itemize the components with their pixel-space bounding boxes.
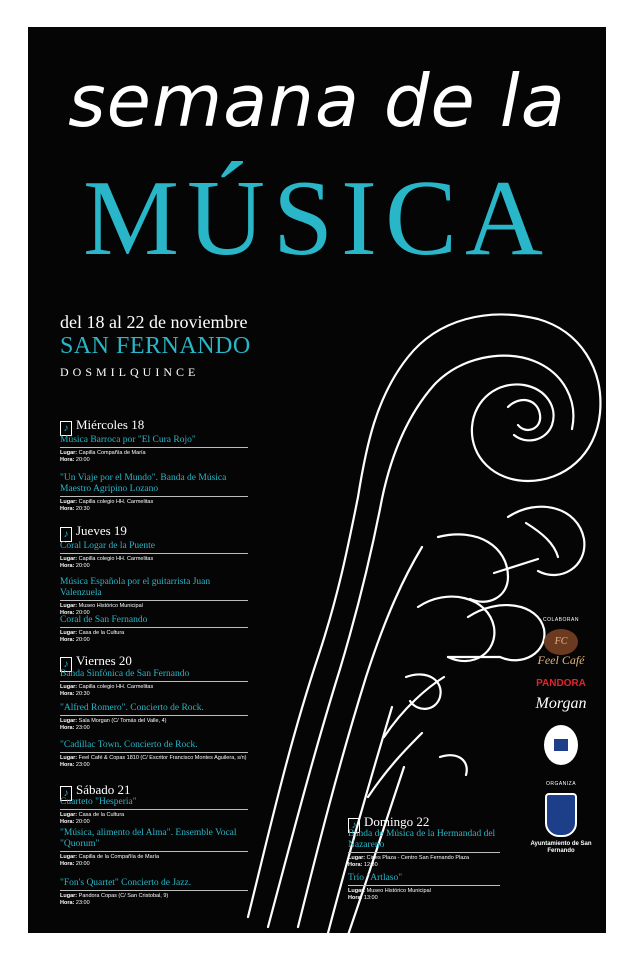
event-venue: Capilla colegio HH. Carmelitas [78,556,154,562]
event-time: 20:00 [75,457,90,463]
event-title: "Cadillac Town. Concierto de Rock. [60,740,248,753]
sponsors-column [526,617,596,855]
hora-label: Hora: [60,506,75,512]
event-time: 20:00 [75,637,90,643]
event-details [60,893,248,907]
event-venue: Casa de la Cultura [78,630,125,636]
event-venue: Cines Plaza - Centro San Fernando Plaza [366,855,470,861]
ayuntamiento-crest-icon [545,793,577,837]
event-details [60,755,248,769]
event-item [348,873,500,902]
hora-label: Hora: [348,895,363,901]
feel-cafe-logo: FC [544,629,578,655]
institution-crest-icon [544,725,578,765]
day-header-jueves [60,523,127,542]
event-time: 23:00 [75,725,90,731]
event-details [60,812,248,826]
event-item [60,828,248,868]
day-label: Miércoles 18 [76,417,145,432]
lugar-label: Lugar: [348,888,366,894]
event-time: 20:00 [75,610,90,616]
music-note-icon: ♪ [348,818,360,833]
music-note-icon: ♪ [60,786,72,801]
event-details [60,718,248,732]
music-note-icon: ♪ [60,421,72,436]
event-time: 13:00 [363,895,378,901]
ayuntamiento-name: Ayuntamiento de San Fernando [530,841,592,854]
event-time: 20:00 [75,861,90,867]
event-venue: Casa de la Cultura [78,812,125,818]
lugar-label: Lugar: [60,718,78,724]
event-venue: Pandora Copas (C/ San Cristobal, 9) [78,893,169,899]
day-header-miercoles [60,417,144,436]
event-time: 23:00 [75,762,90,768]
hora-label: Hora: [60,861,75,867]
morgan-logo: Morgan [535,695,587,712]
lugar-label: Lugar: [60,499,78,505]
lugar-label: Lugar: [60,812,78,818]
event-item [60,577,248,617]
event-venue: Museo Histórico Municipal [366,888,431,894]
city-name: SAN FERNANDO [60,333,251,359]
event-title: "Un Viaje por el Mundo". Banda de Música Maestro Agripino Lozano [60,473,248,497]
event-item [348,829,500,869]
event-title: "Fon's Quartet" Concierto de Jazz. [60,878,248,891]
feel-cafe-text: Feel Café [537,653,585,667]
event-title: Coral de San Fernando [60,615,248,628]
event-time: 20:00 [75,563,90,569]
music-note-icon: ♪ [60,527,72,542]
event-dates: del 18 al 22 de noviembre [60,312,248,332]
event-item [60,703,248,732]
lugar-label: Lugar: [60,684,78,690]
music-note-icon: ♪ [60,657,72,672]
event-title: "Música, alimento del Alma". Ensemble Vocal "Quorum" [60,828,248,852]
lugar-label: Lugar: [60,603,78,609]
day-label: Domingo 22 [364,814,430,829]
event-time: 23:00 [75,900,90,906]
lugar-label: Lugar: [60,450,78,456]
hora-label: Hora: [60,900,75,906]
event-details [60,854,248,868]
lugar-label: Lugar: [60,893,78,899]
lugar-label: Lugar: [60,854,78,860]
hora-label: Hora: [60,563,75,569]
event-title: Banda Sinfónica de San Fernando [60,669,248,682]
event-time: 20:00 [75,819,90,825]
event-venue: Capilla de la Compañía de María [78,854,160,860]
event-title: Banda de Música de la Hermandad del Nazareno [348,829,500,853]
hora-label: Hora: [60,819,75,825]
lugar-label: Lugar: [60,556,78,562]
event-details [60,556,248,570]
title-line-2: MÚSICA [82,159,552,278]
event-title: Música Barroca por "El Cura Rojo" [60,435,248,448]
event-details [348,855,500,869]
lugar-label: Lugar: [60,630,78,636]
pandora-logo: PANDORA [536,678,586,689]
hora-label: Hora: [60,610,75,616]
event-time: 20:30 [75,506,90,512]
event-details [60,684,248,698]
event-item [60,740,248,769]
event-title: "Alfred Romero". Concierto de Rock. [60,703,248,716]
event-venue: Sala Morgan (C/ Tomás del Valle, 4) [78,718,167,724]
event-venue: Capilla colegio HH. Carmelitas [78,499,154,505]
hora-label: Hora: [60,762,75,768]
hora-label: Hora: [60,691,75,697]
hora-label: Hora: [60,725,75,731]
hora-label: Hora: [60,457,75,463]
event-item [60,797,248,826]
event-title: Coral Logar de la Puente [60,541,248,554]
event-title: Música Española por el guitarrista Juan Valenzuela [60,577,248,601]
day-label: Jueves 19 [76,523,127,538]
hora-label: Hora: [348,862,363,868]
event-venue: Capilla colegio HH. Carmelitas [78,684,154,690]
day-label: Viernes 20 [76,653,132,668]
event-details [60,450,248,464]
event-title: Cuarteto "Hesperia" [60,797,248,810]
event-item [60,473,248,513]
event-title: Trío "Artlaso" [348,873,500,886]
event-venue: Feel Café & Copas 1810 (C/ Escritor Francisco Montes Aguilera, s/n) [78,755,247,761]
year-text: DOSMILQUINCE [60,365,200,379]
organiza-label: ORGANIZA [545,781,577,787]
title-line-1: semana de la [68,59,566,143]
event-details [60,499,248,513]
event-time: 12:30 [363,862,378,868]
poster [28,27,606,933]
day-label: Sábado 21 [76,782,131,797]
lugar-label: Lugar: [348,855,366,861]
event-details [60,630,248,644]
event-venue: Museo Histórico Municipal [78,603,143,609]
event-item [60,435,248,464]
event-time: 20:30 [75,691,90,697]
hora-label: Hora: [60,637,75,643]
event-item [60,615,248,644]
event-item [60,669,248,698]
event-item [60,878,248,907]
event-item [60,541,248,570]
event-details [348,888,500,902]
lugar-label: Lugar: [60,755,78,761]
event-venue: Capilla Compañía de María [78,450,146,456]
colaboran-label: COLABORAN [543,617,579,623]
